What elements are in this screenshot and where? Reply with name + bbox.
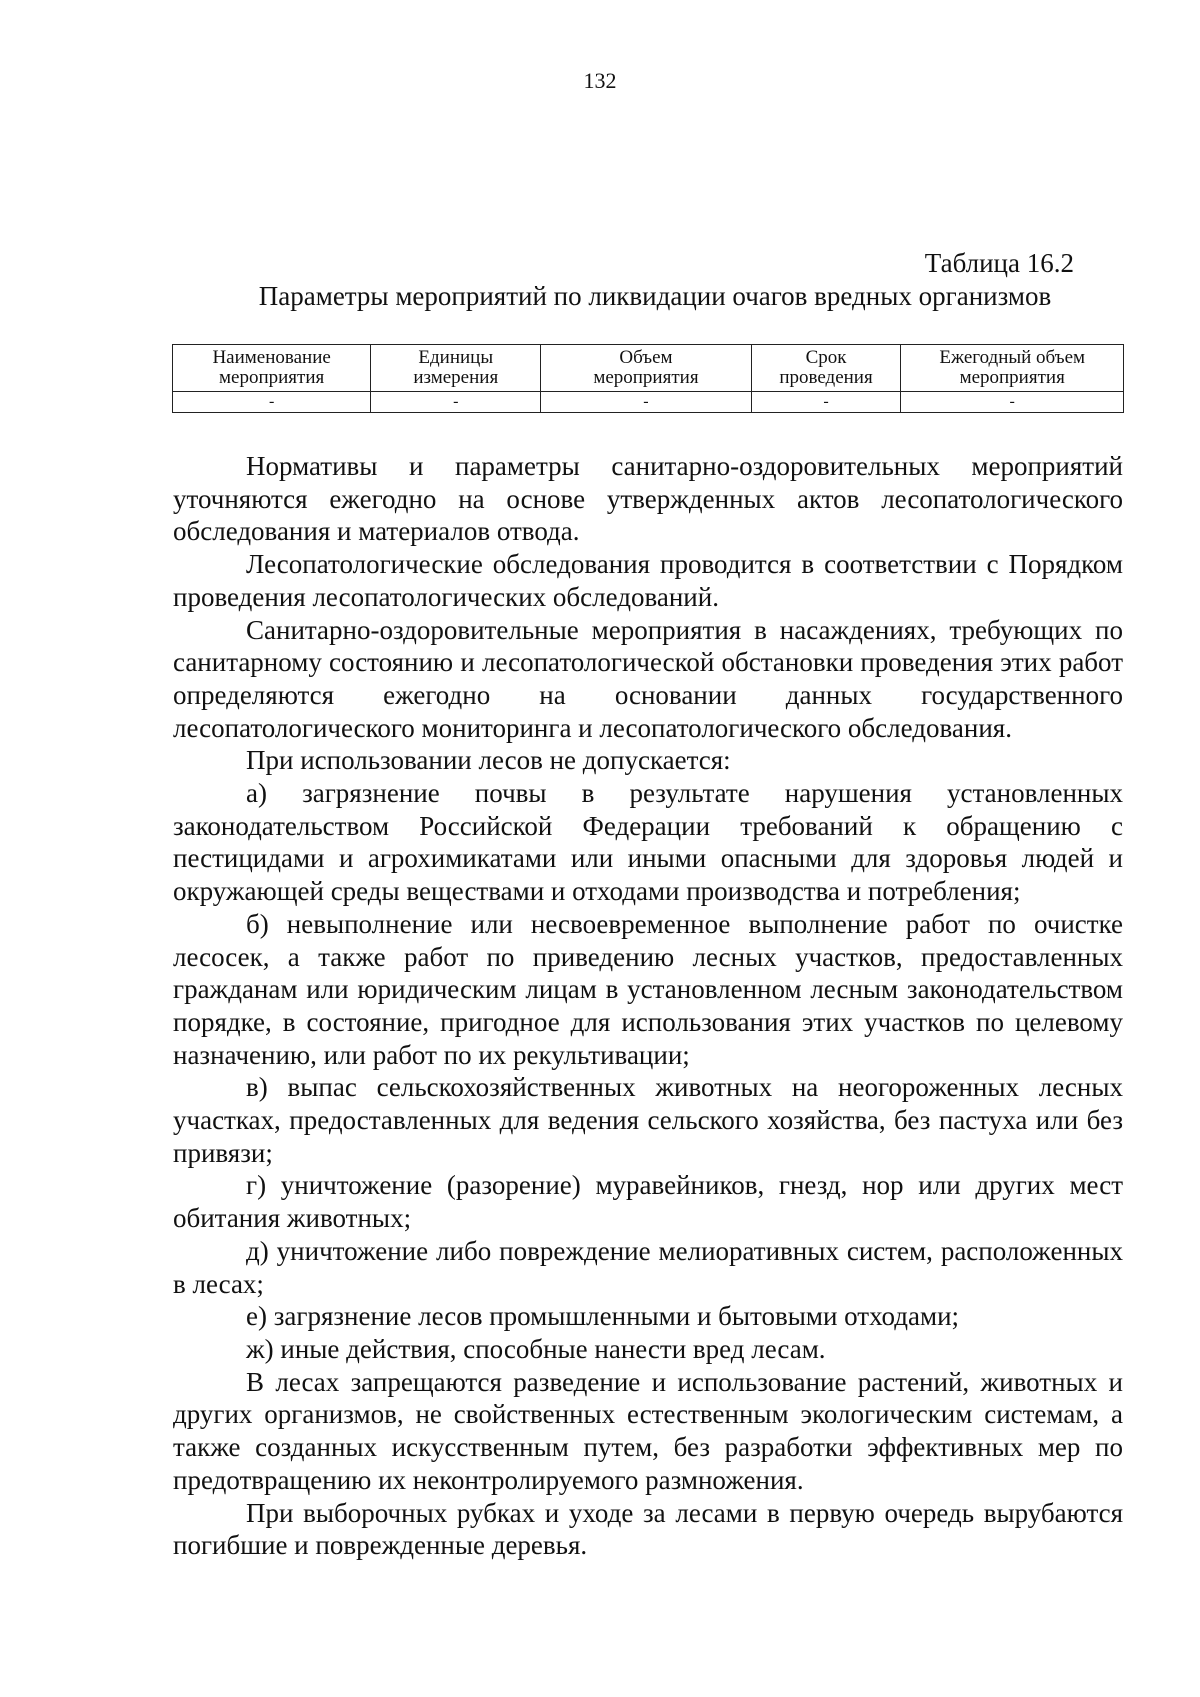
table-cell: - [371, 392, 541, 413]
header-text: Ежегодный объем [939, 347, 1086, 369]
header-text: измерения [413, 367, 499, 388]
table-cell: - [751, 392, 901, 413]
paragraph: Лесопатологические обследования проводится в соответствии с Порядком проведения лесопатологических обследований. [173, 549, 1123, 612]
header-cell-name [173, 345, 371, 392]
paragraph: Санитарно-оздоровительные мероприятия в насаждениях, требующих по санитарному состоянию и лесопатологической обстановки проведения этих работ определяются ежегодно на основании данных государственного лесопатологического мониторинга и лесопатологического обследования. [173, 614, 1123, 743]
list-item-zh: ж) иные действия, способные нанести вред лесам. [246, 1333, 826, 1364]
page-number: 132 [583, 68, 617, 93]
paragraph: Нормативы и параметры санитарно-оздоровительных мероприятий уточняются ежегодно на основе утвержденных актов лесопатологического обследования и материалов отвода. [173, 451, 1123, 547]
list-item-e: е) загрязнение лесов промышленными и бытовыми отходами; [246, 1301, 960, 1332]
list-item-v: в) выпас сельскохозяйственных животных на неогороженных лесных участках, предоставленных для ведения сельского хозяйства, без пастуха или без привязи; [173, 1072, 1123, 1168]
header-cell-term [751, 345, 901, 392]
list-item-d: д) уничтожение либо повреждение мелиоративных систем, расположенных в лесах; [173, 1235, 1123, 1299]
table-label: Таблица 16.2 [924, 248, 1074, 278]
body-text [173, 450, 1123, 1562]
header-text: Объем [619, 347, 673, 369]
header-text: Срок [805, 347, 847, 369]
header-cell-annual-volume [901, 345, 1124, 392]
table-row [173, 392, 1124, 413]
table-cell: - [901, 392, 1124, 413]
header-text: Наименование [212, 347, 331, 369]
table-cell: - [541, 392, 751, 413]
header-text: мероприятия [593, 367, 699, 388]
table-cell: - [173, 392, 371, 413]
parameters-table [172, 344, 1124, 413]
list-item-g: г) уничтожение (разорение) муравейников, гнезд, нор или других мест обитания животных; [173, 1170, 1123, 1234]
header-text: проведения [779, 367, 873, 388]
header-text: Единицы [418, 347, 494, 369]
table-title: Параметры мероприятий по ликвидации очагов вредных организмов [258, 281, 1052, 311]
header-cell-units [371, 345, 541, 392]
header-cell-volume [541, 345, 751, 392]
paragraph: В лесах запрещаются разведение и использование растений, животных и других организмов, не свойственных естественным экологическим системам, а также созданных искусственным путем, без разработки эффективных мер по предотвращению их неконтролируемого размножения. [173, 1366, 1123, 1495]
table-header-row [173, 345, 1124, 392]
header-text: мероприятия [219, 367, 325, 388]
header-text: мероприятия [959, 367, 1065, 388]
list-item-b: б) невыполнение или несвоевременное выполнение работ по очистке лесосек, а также работ по приведению лесных участков, предоставленных гражданам или юридическим лицам в установленном лесным законодательством порядке, в состояние, пригодное для использования этих участков по целевому назначению, или работ по их рекультивации; [173, 908, 1123, 1070]
paragraph: При выборочных рубках и уходе за лесами в первую очередь вырубаются погибшие и поврежденные деревья. [173, 1497, 1123, 1561]
paragraph: При использовании лесов не допускается: [246, 745, 731, 776]
list-item-a: а) загрязнение почвы в результате нарушения установленных законодательством Российской Федерации требований к обращению с пестицидами и агрохимикатами или иными опасными для здоровья людей и окружающей среды веществами и отходами производства и потребления; [173, 778, 1123, 907]
